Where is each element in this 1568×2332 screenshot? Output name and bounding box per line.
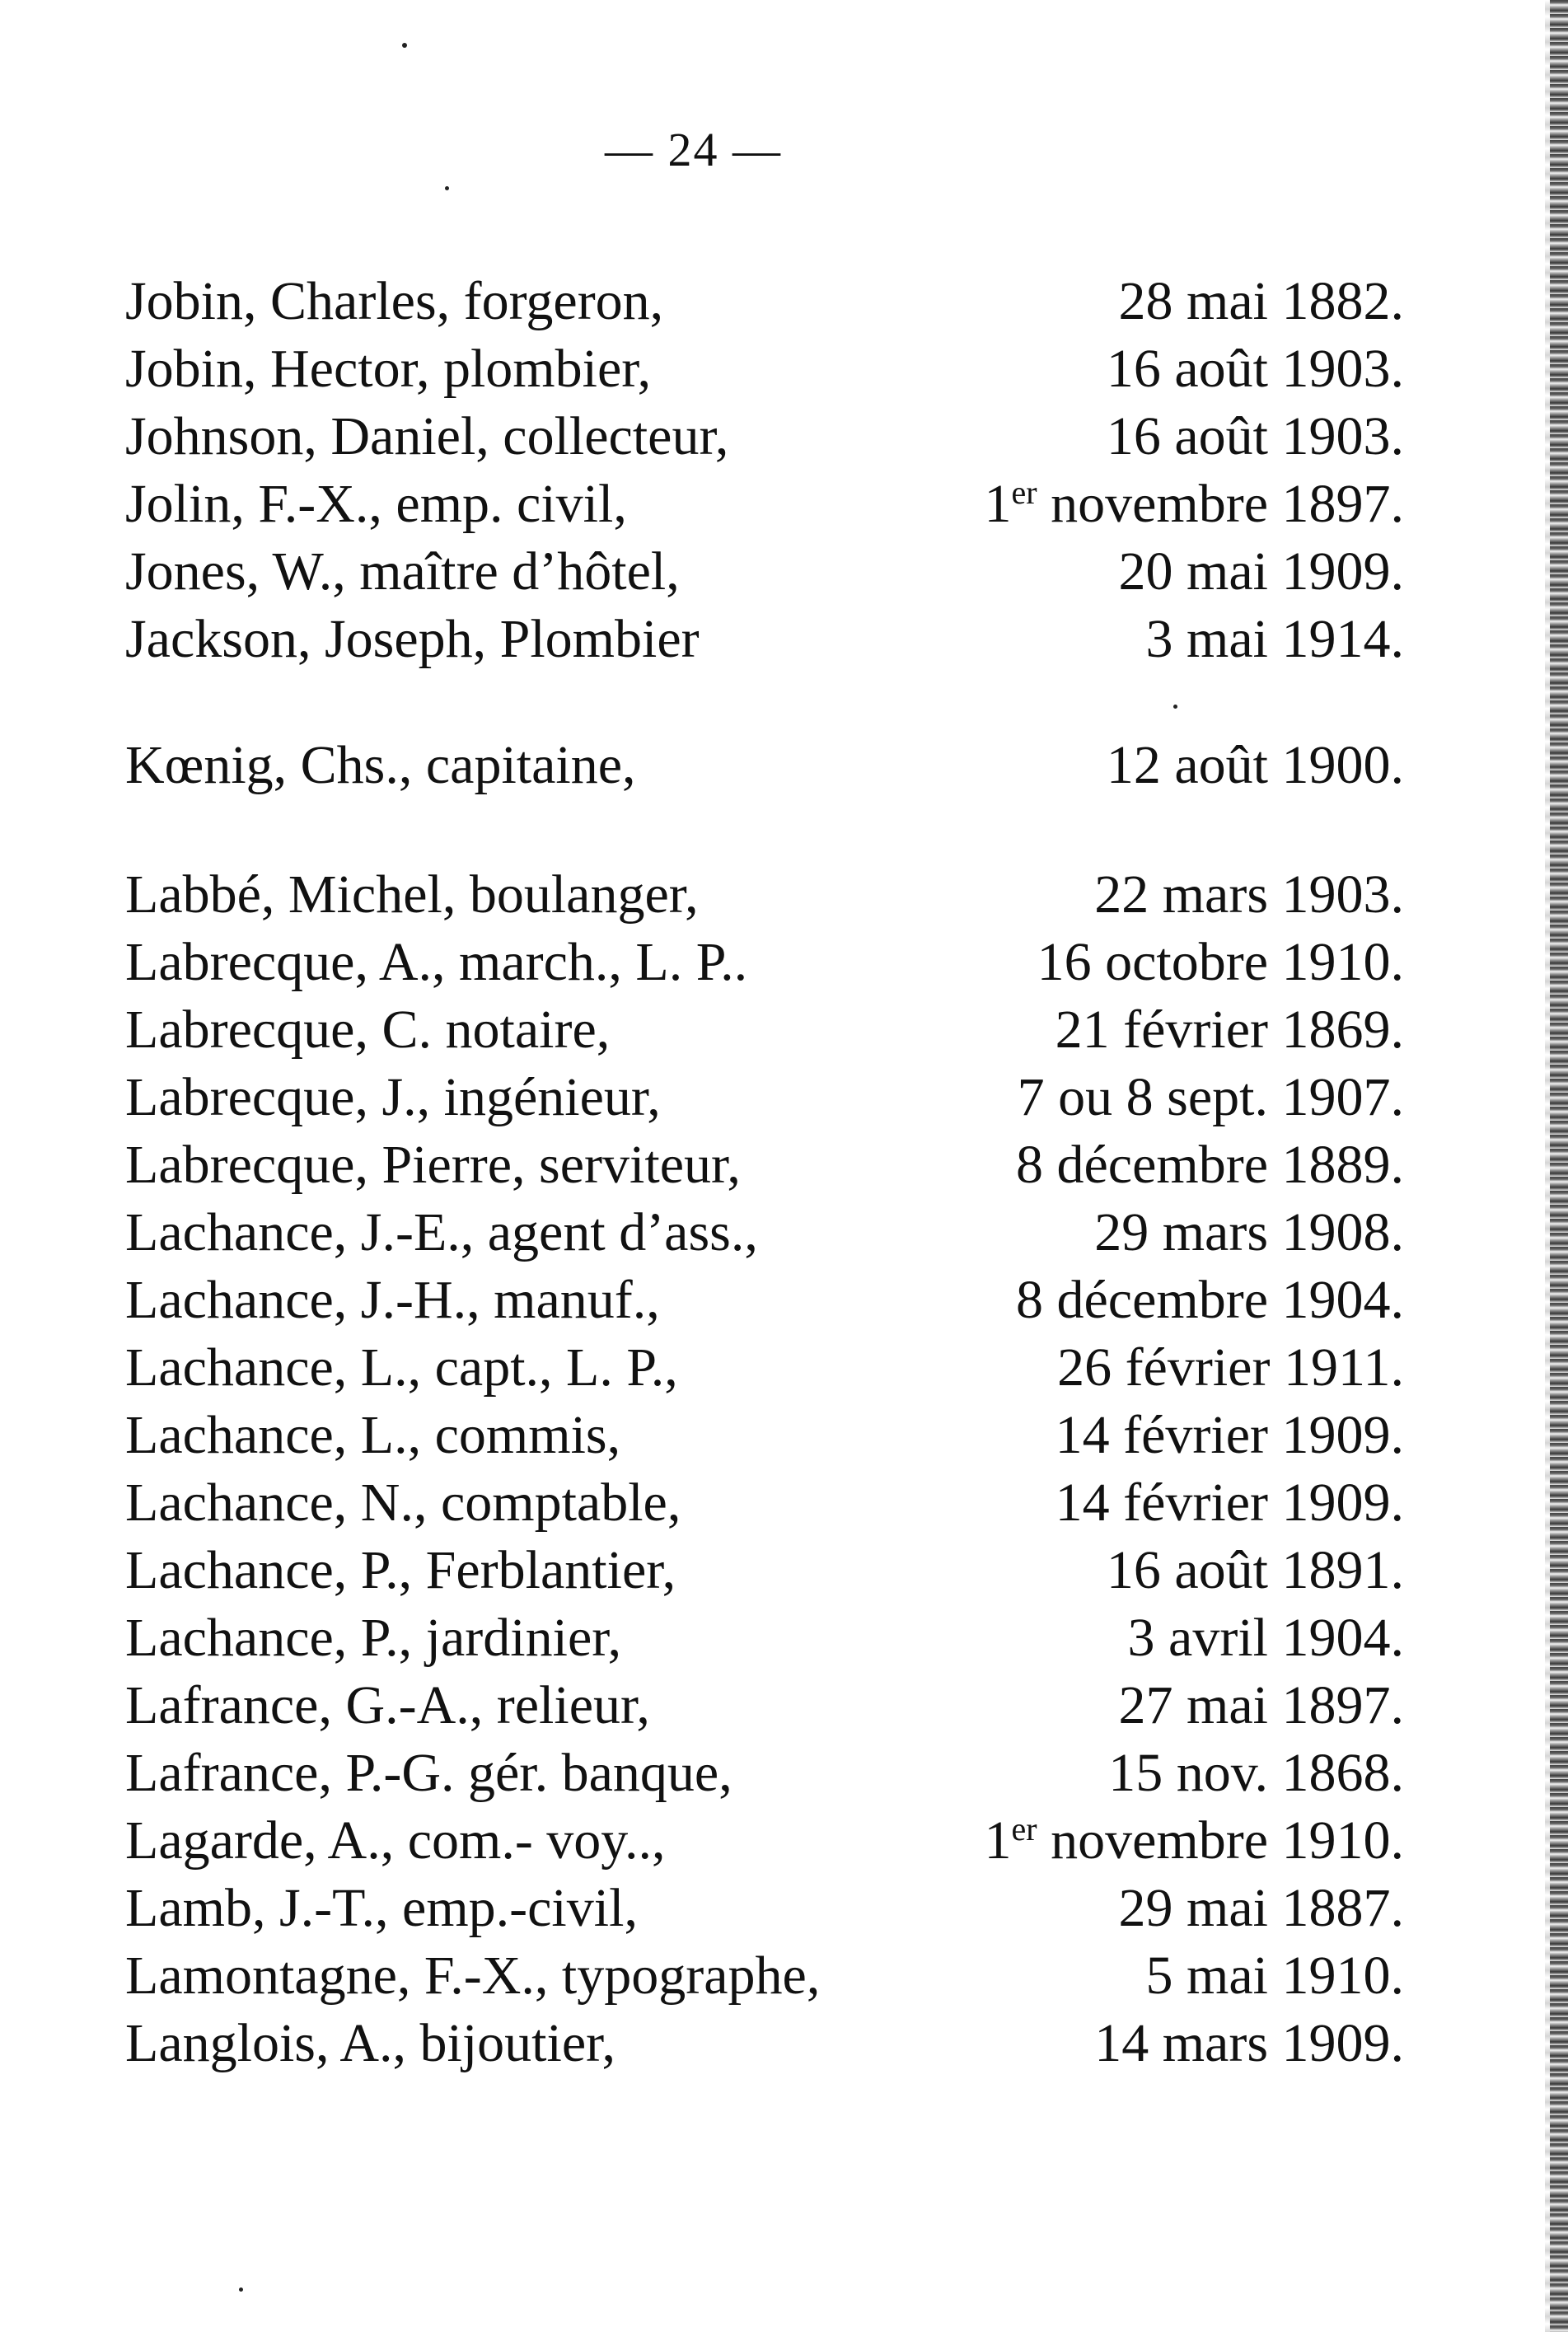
entry-date-ordinal-suffix: er (1011, 1810, 1037, 1847)
list-item (125, 1672, 1404, 1740)
scan-speck (1173, 705, 1177, 709)
list-item (125, 929, 1404, 996)
entry-date: 5 mai 1910. (1145, 1946, 1404, 2006)
entry-date: 29 mai 1887. (1118, 1878, 1404, 1938)
entry-date: 14 février 1909. (1055, 1405, 1404, 1465)
entry-date (985, 1807, 1404, 1875)
entry-date: 8 décembre 1904. (1016, 1270, 1404, 1330)
list-item (125, 2010, 1404, 2077)
entry-name: Labrecque, Pierre, serviteur, (125, 1135, 741, 1195)
entry-date: 16 août 1903. (1106, 406, 1404, 466)
entry-name: Lachance, L., capt., L. P., (125, 1337, 678, 1398)
entry-name: Jackson, Joseph, Plombier (125, 609, 700, 669)
list-item (125, 1064, 1404, 1131)
list-item (125, 1199, 1404, 1267)
list-item (125, 1807, 1404, 1875)
entry-name: Lachance, J.-E., agent d’ass., (125, 1202, 758, 1262)
list-item (125, 1334, 1404, 1402)
entry-name: Jobin, Charles, forgeron, (125, 271, 664, 331)
page-number: — 24 — (605, 123, 782, 176)
entry-name: Lachance, P., Ferblantier, (125, 1540, 676, 1600)
entry-date: 16 octobre 1910. (1037, 932, 1404, 992)
entry-name: Labrecque, J., ingénieur, (125, 1067, 661, 1127)
list-item (125, 732, 1404, 799)
entry-date: 12 août 1900. (1106, 735, 1404, 795)
entry-date: 8 décembre 1889. (1016, 1135, 1404, 1195)
entry-date-ordinal-suffix: er (1011, 474, 1037, 511)
entry-date: 3 avril 1904. (1127, 1608, 1404, 1668)
entry-date: 14 mars 1909. (1094, 2013, 1404, 2073)
entry-name: Lachance, J.-H., manuf., (125, 1270, 660, 1330)
list-item (125, 1469, 1404, 1537)
list-item (125, 1537, 1404, 1604)
list-item (125, 1942, 1404, 2010)
entry-date: 29 mars 1908. (1094, 1202, 1404, 1262)
entry-date (985, 471, 1404, 538)
entry-name: Lafrance, G.-A., relieur, (125, 1675, 650, 1735)
entry-name: Jobin, Hector, plombier, (125, 339, 652, 399)
entry-date: 26 février 1911. (1057, 1337, 1404, 1398)
entry-date: 16 août 1903. (1106, 339, 1404, 399)
entry-date: 21 février 1869. (1055, 1000, 1404, 1060)
entry-date: 3 mai 1914. (1145, 609, 1404, 669)
entry-date: 7 ou 8 sept. 1907. (1017, 1067, 1404, 1127)
list-item (125, 403, 1404, 471)
scan-speck (402, 43, 407, 48)
entry-name: Lamb, J.-T., emp.-civil, (125, 1878, 638, 1938)
entry-name: Lachance, L., commis, (125, 1405, 621, 1465)
list-item (125, 1131, 1404, 1199)
scan-speck (239, 2288, 243, 2292)
entry-date-rest: novembre 1910. (1037, 1810, 1404, 1871)
list-item (125, 606, 1404, 673)
entry-date: 27 mai 1897. (1118, 1675, 1404, 1735)
list-item (125, 471, 1404, 538)
list-item (125, 1604, 1404, 1672)
scan-speck (445, 186, 449, 190)
entry-date: 14 février 1909. (1055, 1473, 1404, 1533)
binding-edge (1550, 0, 1568, 2332)
entry-name: Kœnig, Chs., capitaine, (125, 735, 636, 795)
entry-date: 16 août 1891. (1106, 1540, 1404, 1600)
entry-date-ordinal: 1 (984, 474, 1012, 534)
entry-name: Jones, W., maître d’hôtel, (125, 541, 680, 602)
entry-name: Lachance, N., comptable, (125, 1473, 681, 1533)
entry-name: Johnson, Daniel, collecteur, (125, 406, 729, 466)
list-item (125, 268, 1404, 335)
entry-name: Labrecque, A., march., L. P.. (125, 932, 748, 992)
entry-name: Labbé, Michel, boulanger, (125, 864, 699, 925)
list-item (125, 538, 1404, 606)
entry-date-rest: novembre 1897. (1037, 474, 1404, 534)
entry-date: 22 mars 1903. (1094, 864, 1404, 925)
entry-name: Lachance, P., jardinier, (125, 1608, 622, 1668)
list-item (125, 335, 1404, 403)
list-item (125, 861, 1404, 929)
list-item (125, 1267, 1404, 1334)
list-item (125, 996, 1404, 1064)
entry-date-ordinal: 1 (984, 1810, 1012, 1871)
list-item (125, 1402, 1404, 1469)
entry-name: Lagarde, A., com.- voy.., (125, 1810, 666, 1871)
list-item (125, 1740, 1404, 1807)
entry-name: Jolin, F.-X., emp. civil, (125, 474, 627, 534)
entry-name: Langlois, A., bijoutier, (125, 2013, 615, 2073)
entry-date: 20 mai 1909. (1118, 541, 1404, 602)
entry-name: Lafrance, P.-G. gér. banque, (125, 1743, 733, 1803)
entry-name: Labrecque, C. notaire, (125, 1000, 611, 1060)
entry-name: Lamontagne, F.-X., typographe, (125, 1946, 821, 2006)
list-item (125, 1875, 1404, 1942)
entry-date: 15 nov. 1868. (1108, 1743, 1404, 1803)
entry-date: 28 mai 1882. (1118, 271, 1404, 331)
